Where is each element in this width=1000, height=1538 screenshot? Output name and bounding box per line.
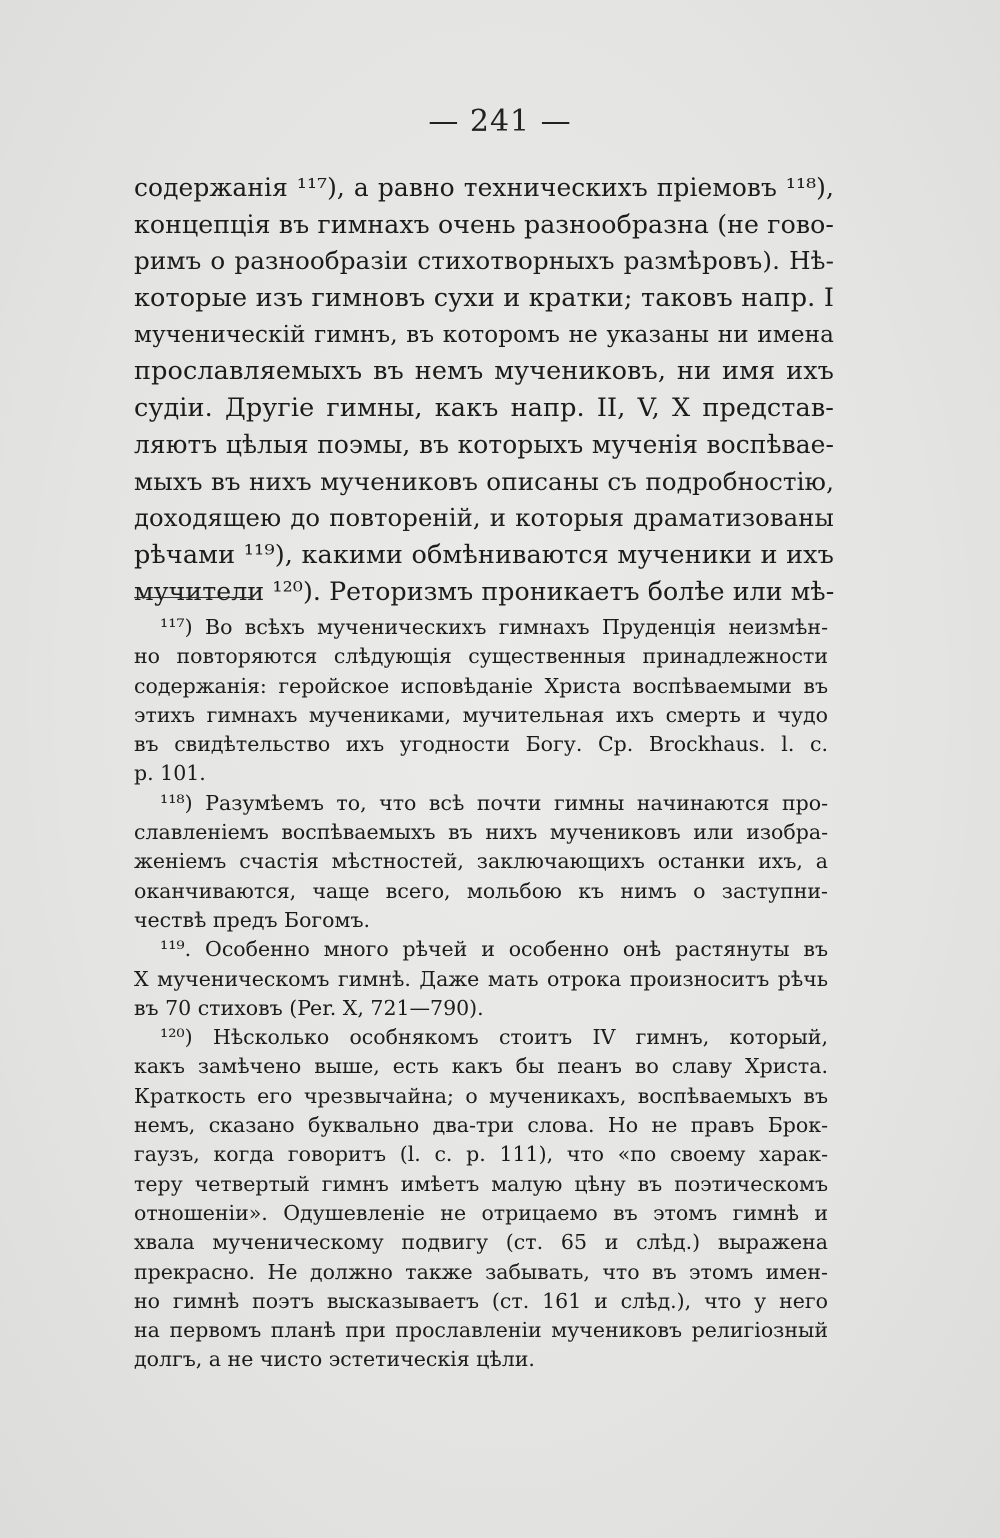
footnote-line: ¹¹⁹. Особенно много рѣчей и особенно онѣ растянуты въ (160, 937, 828, 962)
main-text-line: содержанія ¹¹⁷), а равно техническихъ пріемовъ ¹¹⁸), (134, 173, 834, 202)
footnote-separator (134, 597, 252, 598)
footnote-line: чествѣ предъ Богомъ. (134, 907, 371, 932)
footnote-line: но гимнѣ поэтъ высказываетъ (ст. 161 и слѣд.), что у него (134, 1288, 828, 1313)
main-text-line: ляютъ цѣлыя поэмы, въ которыхъ мученія воспѣвае- (134, 429, 834, 459)
main-text-line: которые изъ гимновъ сухи и кратки; таковъ напр. I (134, 283, 834, 314)
footnote-line: ¹²⁰) Нѣсколько особнякомъ стоитъ IV гимнъ, который, (160, 1025, 828, 1050)
footnote-119 (134, 935, 828, 1023)
main-text-line: доходящею до повтореній, и которыя драматизованы (134, 503, 834, 533)
main-text (134, 170, 834, 610)
main-text-line: прославляемыхъ въ немъ мучениковъ, ни имя ихъ (134, 356, 834, 387)
footnote-line: славленіемъ воспѣваемыхъ въ нихъ мучениковъ или изобра- (134, 820, 828, 845)
footnote-line: но повторяются слѣдующія существенныя принадлежности (134, 644, 828, 669)
main-text-line: концепція въ гимнахъ очень разнообразна (не гово- (134, 209, 834, 239)
footnote-line: прекрасно. Не должно также забывать, что въ этомъ имен- (134, 1259, 828, 1284)
footnote-120 (134, 1023, 828, 1375)
footnote-line: ¹¹⁷) Во всѣхъ мученическихъ гимнахъ Пруденція неизмѣн- (160, 615, 828, 639)
footnotes (134, 613, 828, 1375)
footnote-line: X мученическомъ гимнѣ. Даже мать отрока произноситъ рѣчь (134, 966, 828, 991)
footnote-line: содержанія: геройское исповѣданіе Христа воспѣваемыми въ (134, 673, 828, 698)
footnote-line: p. 101. (134, 761, 206, 786)
footnote-117 (134, 613, 828, 789)
main-text-line: рѣчами ¹¹⁹), какими обмѣниваются мученики и ихъ (134, 539, 834, 570)
footnote-line: женіемъ счастія мѣстностей, заключающихъ останки ихъ, а (134, 849, 828, 874)
main-text-line: мучители ¹²⁰). Реторизмъ проникаетъ болѣе или мѣ- (134, 576, 835, 606)
footnote-line: ¹¹⁸) Разумѣемъ то, что всѣ почти гимны начинаются про- (160, 790, 828, 815)
footnote-line: оканчиваются, чаще всего, мольбою къ нимъ о заступни- (134, 878, 828, 903)
footnote-line: въ 70 стиховъ (Per. X, 721—790). (134, 995, 484, 1020)
main-text-line: римъ о разнообразіи стихотворныхъ размѣровъ). Нѣ- (134, 246, 834, 276)
footnote-line: хвала мученическому подвигу (ст. 65 и слѣд.) выражена (134, 1230, 828, 1255)
footnote-line: какъ замѣчено выше, есть какъ бы пеанъ во славу Христа. (134, 1054, 828, 1079)
footnote-line: долгъ, а не чисто эстетическія цѣли. (134, 1347, 535, 1372)
footnote-line: этихъ гимнахъ мучениками, мучительная ихъ смерть и чудо (134, 702, 828, 727)
footnote-118 (134, 789, 828, 935)
main-text-line: судіи. Другіе гимны, какъ напр. II, V, X представ- (134, 393, 834, 424)
footnote-line: отношеніи». Одушевленіе не отрицаемо въ этомъ гимнѣ и (134, 1200, 828, 1225)
footnote-line: гаузъ, когда говоритъ (l. c. p. 111), что «по своему харак- (134, 1142, 828, 1167)
footnote-line: Краткость его чрезвычайна; о мученикахъ, воспѣваемыхъ въ (134, 1083, 828, 1108)
footnote-line: теру четвертый гимнъ имѣетъ малую цѣну въ поэтическомъ (134, 1171, 828, 1196)
footnote-line: немъ, сказано буквально два-три слова. Но не правъ Брок- (134, 1113, 828, 1138)
footnote-line: на первомъ планѣ при прославленіи мучениковъ религіозный (134, 1318, 828, 1343)
main-text-line: мученическій гимнъ, въ которомъ не указаны ни имена (134, 321, 834, 348)
page-number: — 241 — (428, 104, 572, 139)
main-text-line: мыхъ въ нихъ мучениковъ описаны съ подробностію, (134, 466, 834, 496)
footnote-line: въ свидѣтельство ихъ угодности Богу. Ср. Brockhaus. l. c. (134, 732, 828, 757)
